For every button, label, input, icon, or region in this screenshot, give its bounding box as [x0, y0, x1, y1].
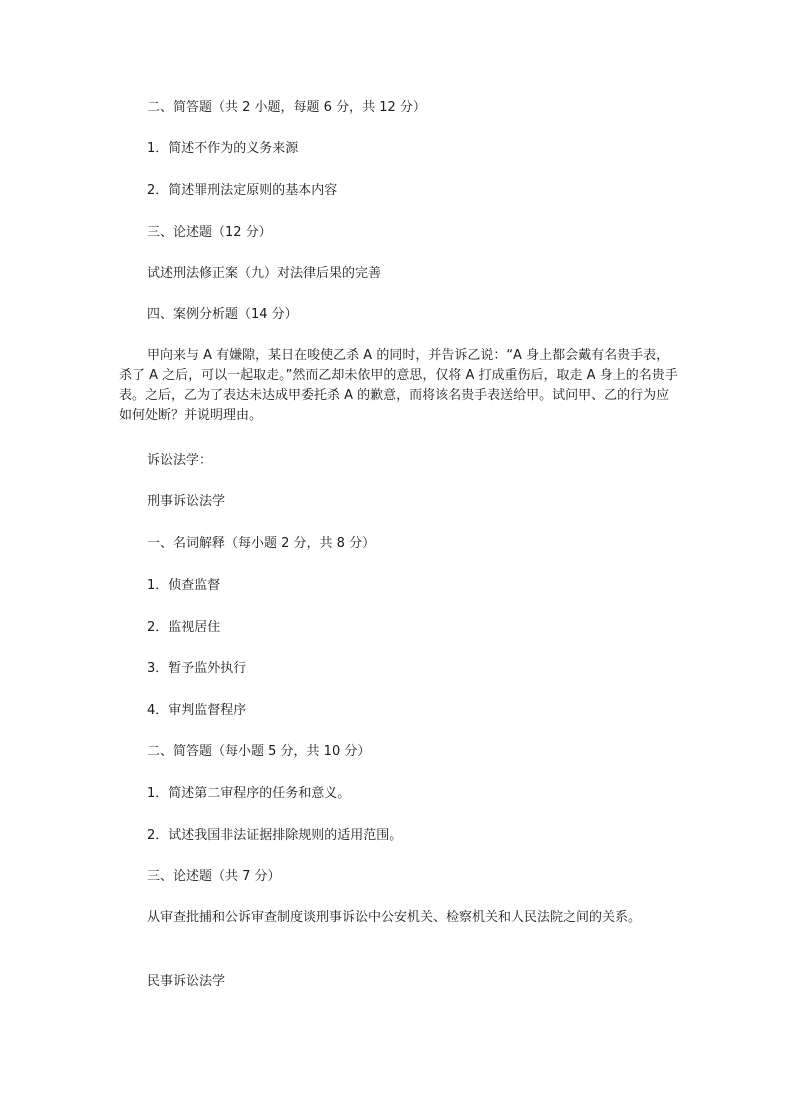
subject-heading: 诉讼法学： — [147, 453, 213, 468]
question-item: 4．审判监督程序 — [147, 703, 247, 718]
question-item: 3．暂予监外执行 — [147, 661, 247, 676]
section-heading-case-analysis: 四、案例分析题（14 分） — [147, 307, 298, 322]
question-item: 1．侦查监督 — [147, 578, 221, 593]
section-heading-short-answer: 二、简答题（共 2 小题，每题 6 分，共 12 分） — [147, 100, 426, 115]
question-item: 从审查批捕和公诉审查制度谈刑事诉讼中公安机关、检察机关和人民法院之间的关系。 — [147, 910, 642, 925]
question-item: 2．试述我国非法证据排除规则的适用范围。 — [147, 828, 403, 843]
section-heading-essay: 三、论述题（12 分） — [147, 225, 272, 240]
question-item: 2．监视居住 — [147, 620, 221, 635]
section-heading-short-answer: 二、简答题（每小题 5 分，共 10 分） — [147, 744, 371, 759]
question-item: 2．简述罪刑法定原则的基本内容 — [147, 183, 338, 198]
case-paragraph: 甲向来与 A 有嫌隙，某日在唆使乙杀 A 的同时，并告诉乙说：“A 身上都会戴有名贵手表，杀了 A 之后，可以一起取走。”然而乙却未依甲的意思，仅将 A 打成重伤后，取走 A 身上的名贵手表。之后，乙为了表达未达成甲委托杀 A 的歉意，而将该名贵手表送给甲。试问甲、乙的行为应如何处断？并说明理由。 — [119, 348, 678, 423]
question-item: 试述刑法修正案（九）对法律后果的完善 — [147, 266, 382, 281]
section-heading-essay: 三、论述题（共 7 分） — [147, 869, 281, 884]
question-item: 1．简述第二审程序的任务和意义。 — [147, 786, 351, 801]
subject-subheading: 刑事诉讼法学 — [147, 494, 226, 509]
section-heading-terms: 一、名词解释（每小题 2 分，共 8 分） — [147, 536, 376, 551]
question-item: 1．简述不作为的义务来源 — [147, 141, 299, 156]
subject-subheading: 民事诉讼法学 — [147, 974, 226, 989]
